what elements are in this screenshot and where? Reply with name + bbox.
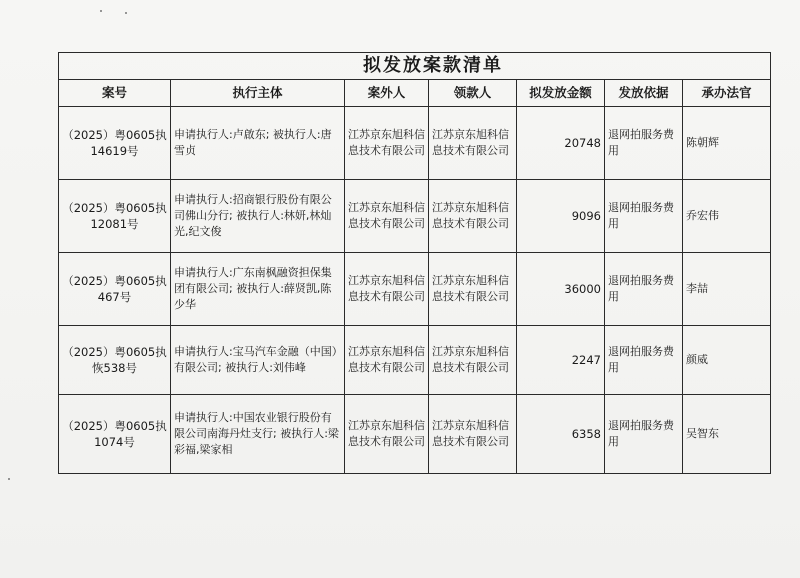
amount: 36000 (517, 253, 605, 326)
outsider: 江苏京东旭科信息技术有限公司 (345, 180, 429, 253)
execution-subject: 申请执行人:中国农业银行股份有限公司南海丹灶支行; 被执行人:梁彩福,梁家相 (171, 395, 345, 474)
execution-subject: 申请执行人:宝马汽车金融（中国）有限公司; 被执行人:刘伟峰 (171, 326, 345, 395)
basis: 退网拍服务费用 (605, 326, 683, 395)
header-subject: 执行主体 (171, 80, 345, 107)
case-number: （2025）粤0605执恢538号 (59, 326, 171, 395)
scan-speck (100, 10, 102, 12)
case-number: （2025）粤0605执467号 (59, 253, 171, 326)
amount: 9096 (517, 180, 605, 253)
table-row (59, 326, 771, 395)
header-judge: 承办法官 (683, 80, 771, 107)
basis: 退网拍服务费用 (605, 180, 683, 253)
judge: 吴智东 (683, 395, 771, 474)
recipient: 江苏京东旭科信息技术有限公司 (429, 180, 517, 253)
header-case-no: 案号 (59, 80, 171, 107)
execution-subject: 申请执行人:广东南枫融资担保集团有限公司; 被执行人:薛贤凯,陈少华 (171, 253, 345, 326)
page-title: 拟发放案款清单 (59, 53, 771, 80)
execution-subject: 申请执行人:卢啟东; 被执行人:唐雪贞 (171, 107, 345, 180)
basis: 退网拍服务费用 (605, 395, 683, 474)
table-row (59, 253, 771, 326)
execution-subject: 申请执行人:招商银行股份有限公司佛山分行; 被执行人:林妍,林灿光,纪文俊 (171, 180, 345, 253)
recipient: 江苏京东旭科信息技术有限公司 (429, 326, 517, 395)
outsider: 江苏京东旭科信息技术有限公司 (345, 326, 429, 395)
table-row (59, 395, 771, 474)
header-outsider: 案外人 (345, 80, 429, 107)
recipient: 江苏京东旭科信息技术有限公司 (429, 107, 517, 180)
judge: 乔宏伟 (683, 180, 771, 253)
case-number: （2025）粤0605执1074号 (59, 395, 171, 474)
scan-speck (8, 478, 10, 480)
judge: 陈朝辉 (683, 107, 771, 180)
recipient: 江苏京东旭科信息技术有限公司 (429, 395, 517, 474)
table-row (59, 107, 771, 180)
basis: 退网拍服务费用 (605, 253, 683, 326)
recipient: 江苏京东旭科信息技术有限公司 (429, 253, 517, 326)
outsider: 江苏京东旭科信息技术有限公司 (345, 395, 429, 474)
outsider: 江苏京东旭科信息技术有限公司 (345, 107, 429, 180)
basis: 退网拍服务费用 (605, 107, 683, 180)
judge: 李喆 (683, 253, 771, 326)
case-number: （2025）粤0605执14619号 (59, 107, 171, 180)
amount: 6358 (517, 395, 605, 474)
amount: 20748 (517, 107, 605, 180)
header-basis: 发放依据 (605, 80, 683, 107)
header-recipient: 领款人 (429, 80, 517, 107)
table-row (59, 180, 771, 253)
outsider: 江苏京东旭科信息技术有限公司 (345, 253, 429, 326)
case-number: （2025）粤0605执12081号 (59, 180, 171, 253)
amount: 2247 (517, 326, 605, 395)
judge: 颜威 (683, 326, 771, 395)
header-amount: 拟发放金额 (517, 80, 605, 107)
scan-speck (125, 12, 127, 14)
disbursement-table (58, 52, 771, 474)
